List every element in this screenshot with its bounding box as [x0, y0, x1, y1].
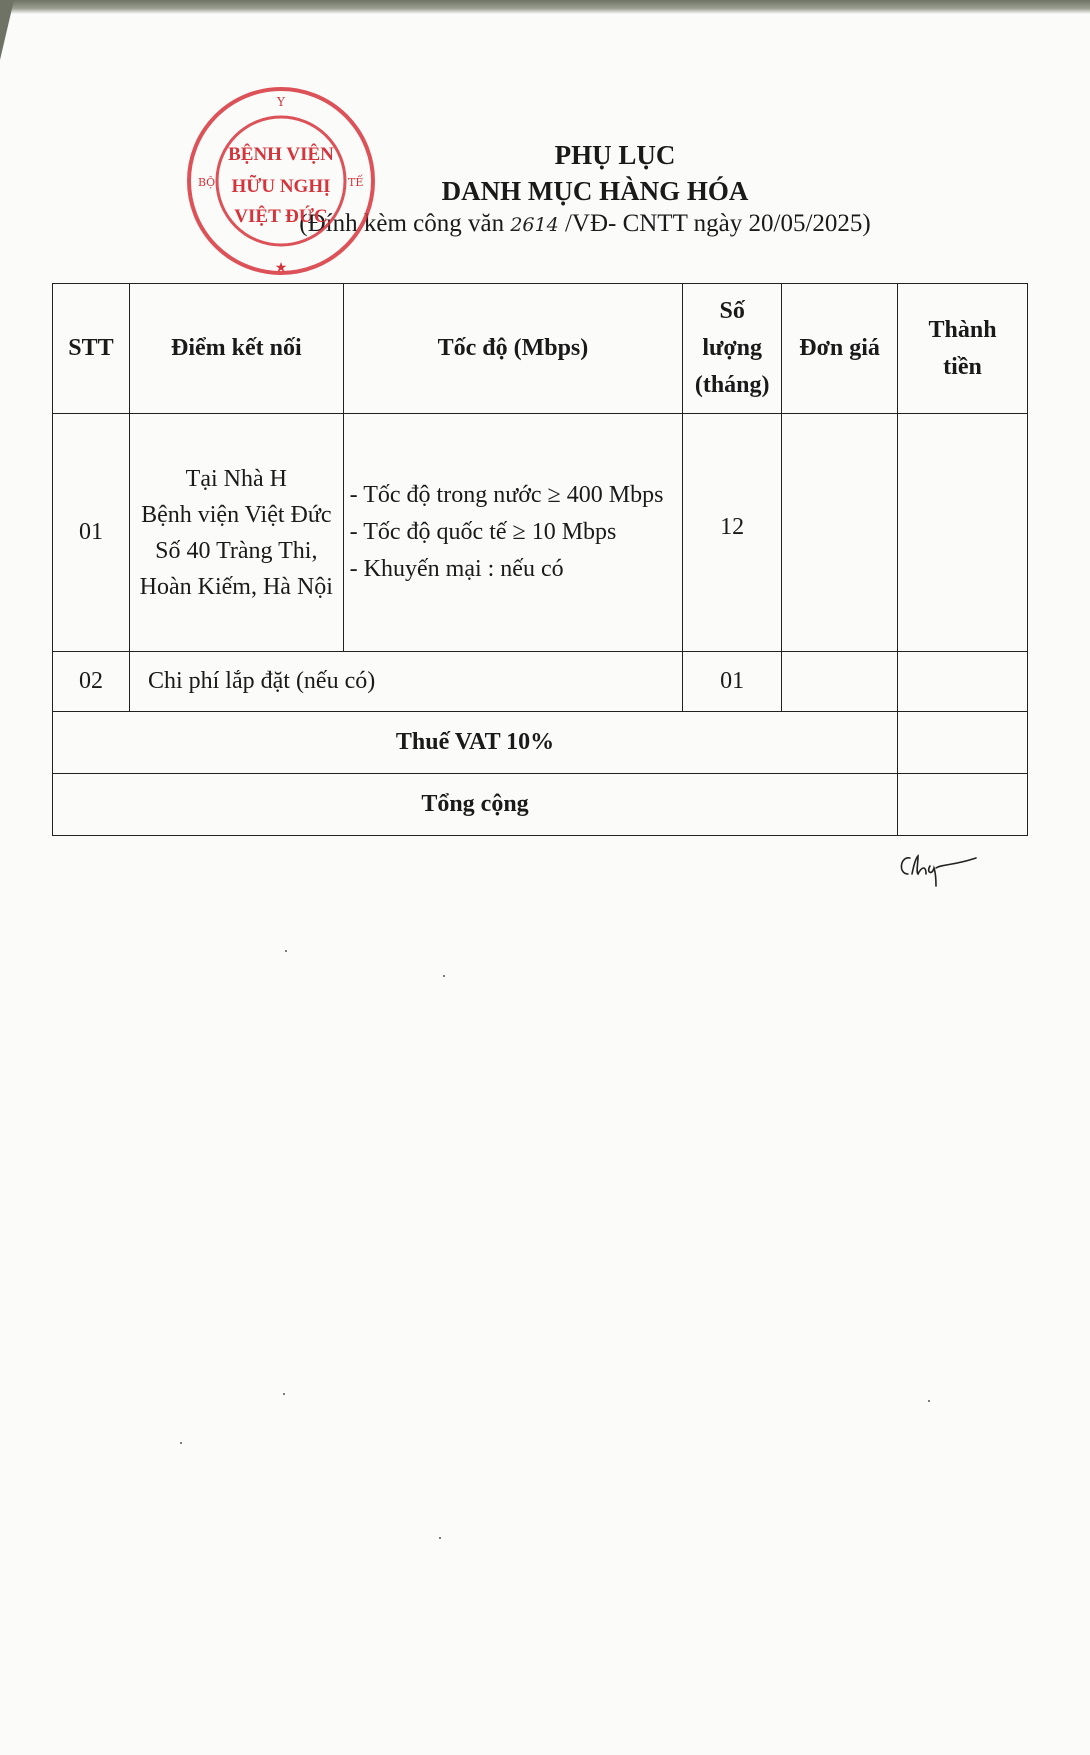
svg-text:★: ★ — [274, 260, 288, 276]
vat-row — [53, 712, 1028, 774]
scan-speck — [285, 950, 287, 952]
scan-speck — [439, 1537, 441, 1539]
row1-connection-point: Tại Nhà H Bệnh viện Việt Đức Số 40 Tràng Thi, Hoàn Kiếm, Hà Nội — [129, 414, 343, 652]
stamp-line-3: VIỆT ĐỨC — [234, 206, 328, 227]
total-label: Tổng cộng — [53, 774, 898, 836]
scan-edge-left — [0, 0, 14, 60]
scan-speck — [443, 975, 445, 977]
goods-table — [52, 283, 1028, 836]
header-unit-price: Đơn giá — [782, 284, 898, 414]
stamp-line-2: HỮU NGHỊ — [231, 176, 331, 197]
handwritten-signature — [896, 850, 980, 890]
table-header-row — [53, 284, 1028, 414]
header-amount: Thành tiền — [898, 284, 1028, 414]
row2-unit-price — [782, 652, 898, 712]
table-row — [53, 414, 1028, 652]
page-title: PHỤ LỤC — [554, 140, 676, 170]
header-connection-point: Điểm kết nối — [129, 284, 343, 414]
svg-text:TẾ: TẾ — [348, 176, 364, 189]
reference-prefix: (Đính kèm công văn — [299, 210, 505, 237]
scan-speck — [283, 1393, 285, 1395]
row1-speed: - Tốc độ trong nước ≥ 400 Mbps - Tốc độ quốc tế ≥ 10 Mbps - Khuyến mại : nếu có — [343, 414, 683, 652]
vat-label: Thuế VAT 10% — [53, 712, 898, 774]
scan-speck — [928, 1400, 930, 1402]
row1-amount — [898, 414, 1028, 652]
row2-stt: 02 — [53, 652, 130, 712]
scan-speck — [180, 1442, 182, 1444]
scan-edge-top — [0, 0, 1090, 14]
vat-amount — [898, 712, 1028, 774]
header-quantity: Số lượng (tháng) — [683, 284, 782, 414]
svg-text:Y: Y — [277, 95, 285, 109]
stamp-line-1: BỆNH VIỆN — [228, 144, 334, 165]
header-speed: Tốc độ (Mbps) — [343, 284, 683, 414]
row2-quantity: 01 — [683, 652, 782, 712]
row1-stt: 01 — [53, 414, 130, 652]
total-row — [53, 774, 1028, 836]
page-subtitle: DANH MỤC HÀNG HÓA — [441, 176, 749, 206]
reference-suffix: /VĐ- CNTT ngày 20/05/2025) — [564, 210, 871, 237]
row1-unit-price — [782, 414, 898, 652]
header-stt: STT — [53, 284, 130, 414]
row2-description: Chi phí lắp đặt (nếu có) — [129, 652, 682, 712]
row1-quantity: 12 — [683, 414, 782, 652]
svg-text:BỘ: BỘ — [198, 176, 216, 189]
handwritten-document-number: 2614 — [510, 214, 559, 236]
hospital-stamp — [184, 82, 378, 280]
total-amount — [898, 774, 1028, 836]
row2-amount — [898, 652, 1028, 712]
table-row — [53, 652, 1028, 712]
